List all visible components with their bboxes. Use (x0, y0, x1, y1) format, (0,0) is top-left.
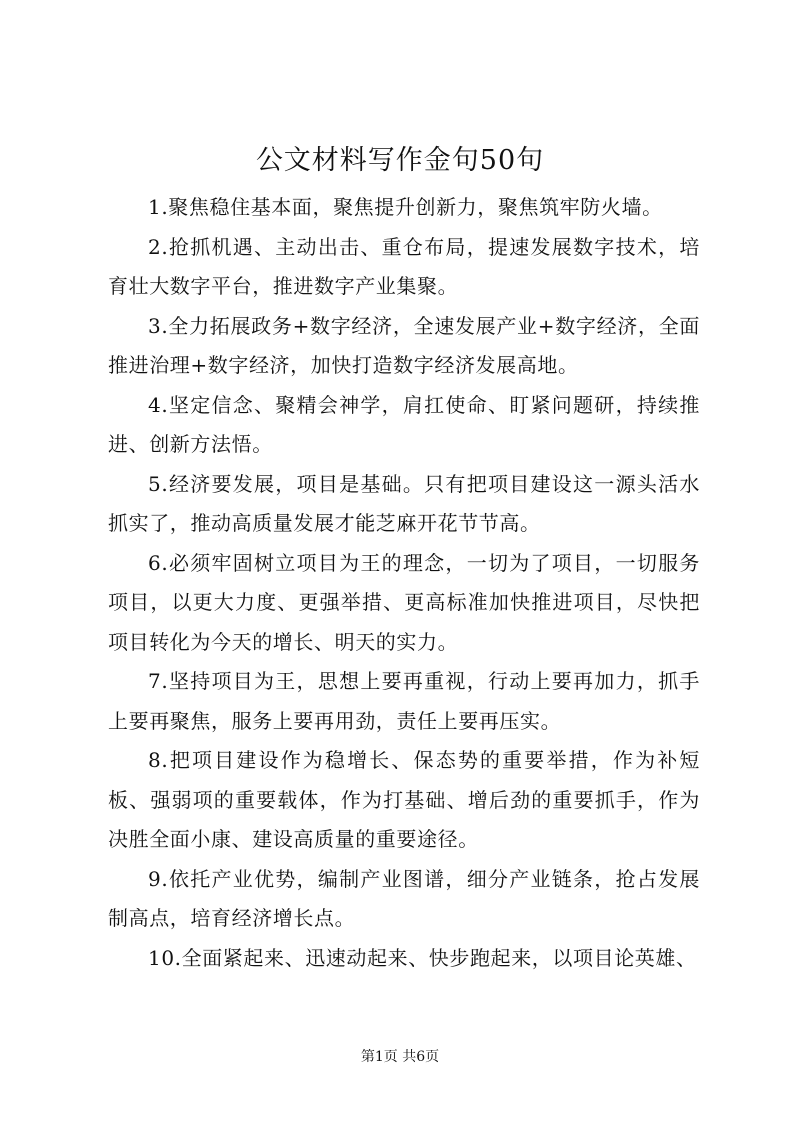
document-title: 公文材料写作金句50句 (255, 145, 545, 176)
paragraph-9: 9.依托产业优势，编制产业图谱，细分产业链条，抢占发展制高点，培育经济增长点。 (108, 866, 700, 930)
paragraph-6: 6.必须牢固树立项目为王的理念，一切为了项目，一切服务项目，以更大力度、更强举措、更高标准加快推进项目，尽快把项目转化为今天的增长、明天的实力。 (108, 550, 700, 654)
document-body (108, 188, 700, 978)
paragraph-1: 1.聚焦稳住基本面，聚焦提升创新力，聚焦筑牢防火墙。 (148, 195, 663, 219)
paragraph-4: 4.坚定信念、聚精会神学，肩扛使命、盯紧问题研，持续推进、创新方法悟。 (108, 392, 700, 456)
paragraph-2: 2.抢抓机遇、主动出击、重仓布局，提速发展数字技术，培育壮大数字平台，推进数字产业集聚。 (108, 234, 700, 298)
paragraph-5: 5.经济要发展，项目是基础。只有把项目建设这一源头活水抓实了，推动高质量发展才能芝麻开花节节高。 (108, 471, 700, 535)
paragraph-8: 8.把项目建设作为稳增长、保态势的重要举措，作为补短板、强弱项的重要载体，作为打基础、增后劲的重要抓手，作为决胜全面小康、建设高质量的重要途径。 (108, 748, 700, 851)
page-footer: 第1页 共6页 (360, 1049, 440, 1065)
paragraph-10: 10.全面紧起来、迅速动起来、快步跑起来，以项目论英雄、 (148, 945, 697, 970)
paragraph-3: 3.全力拓展政务+数字经济，全速发展产业+数字经济，全面推进治理+数字经济，加快打造数字经济发展高地。 (108, 313, 700, 377)
paragraph-7: 7.坚持项目为王，思想上要再重视，行动上要再加力，抓手上要再聚焦，服务上要再用劲，责任上要再压实。 (108, 669, 700, 733)
